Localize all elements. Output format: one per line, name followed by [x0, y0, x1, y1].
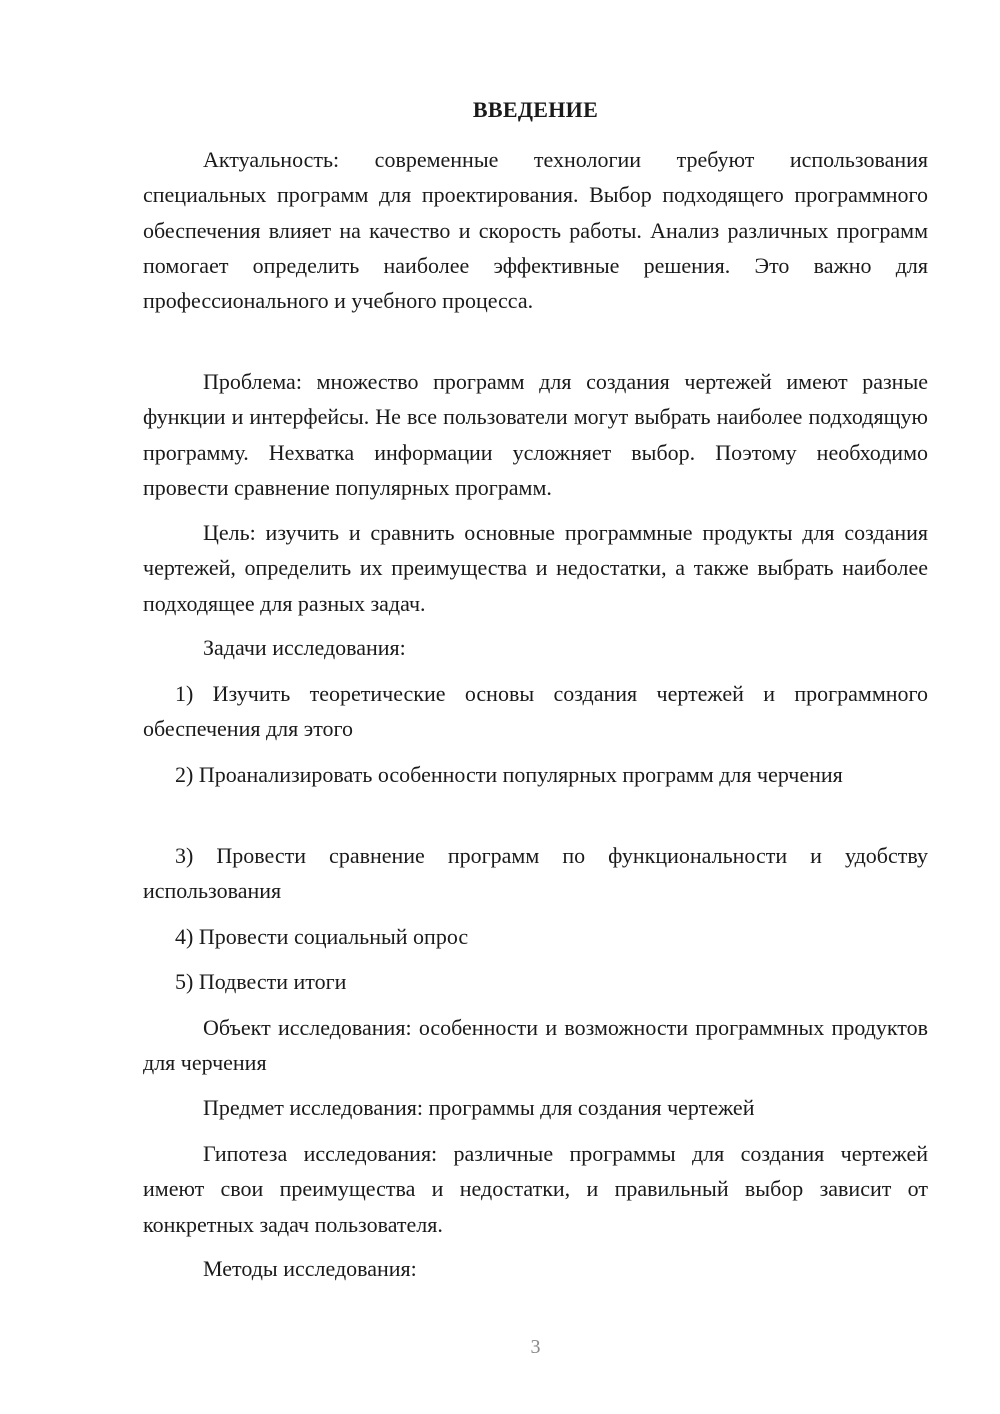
section-heading: ВВЕДЕНИЕ	[472, 97, 599, 122]
paragraph-hypothesis: Гипотеза исследования: различные программы для создания чертежей имеют свои преимущества и недостатки, и правильный выбор зависит от конкретных задач пользователя.	[143, 1141, 928, 1237]
task-item-3: 3) Провести сравнение программ по функциональности и удобству использования	[143, 843, 928, 904]
paragraph-problem: Проблема: множество программ для создания чертежей имеют разные функции и интерфейсы. Не все пользователи могут выбрать наиболее подходящую программу. Нехватка информации усложняет выбор. Поэтому необходимо провести сравнение популярных программ.	[143, 369, 928, 500]
paragraph-object: Объект исследования: особенности и возможности программных продуктов для черчения	[143, 1015, 928, 1076]
task-item-2: 2) Проанализировать особенности популярных программ для черчения	[175, 762, 843, 787]
task-item-5: 5) Подвести итоги	[175, 969, 347, 994]
task-item-1: 1) Изучить теоретические основы создания чертежей и программного обеспечения для этого	[143, 681, 928, 742]
tasks-title: Задачи исследования:	[203, 635, 406, 660]
paragraph-methods: Методы исследования:	[203, 1256, 417, 1281]
paragraph-relevance: Актуальность: современные технологии требуют использования специальных программ для проектирования. Выбор подходящего программного обеспечения влияет на качество и скорость работы. Анализ различных программ помогает определить наиболее эффективные решения. Это важно для профессионального и учебного процесса.	[143, 147, 928, 314]
task-item-4: 4) Провести социальный опрос	[175, 924, 469, 949]
paragraph-goal: Цель: изучить и сравнить основные программные продукты для создания чертежей, определить их преимущества и недостатки, а также выбрать наиболее подходящее для разных задач.	[143, 520, 928, 616]
page-number: 3	[530, 1336, 541, 1358]
paragraph-subject: Предмет исследования: программы для создания чертежей	[203, 1095, 755, 1120]
document-page	[143, 0, 928, 1414]
